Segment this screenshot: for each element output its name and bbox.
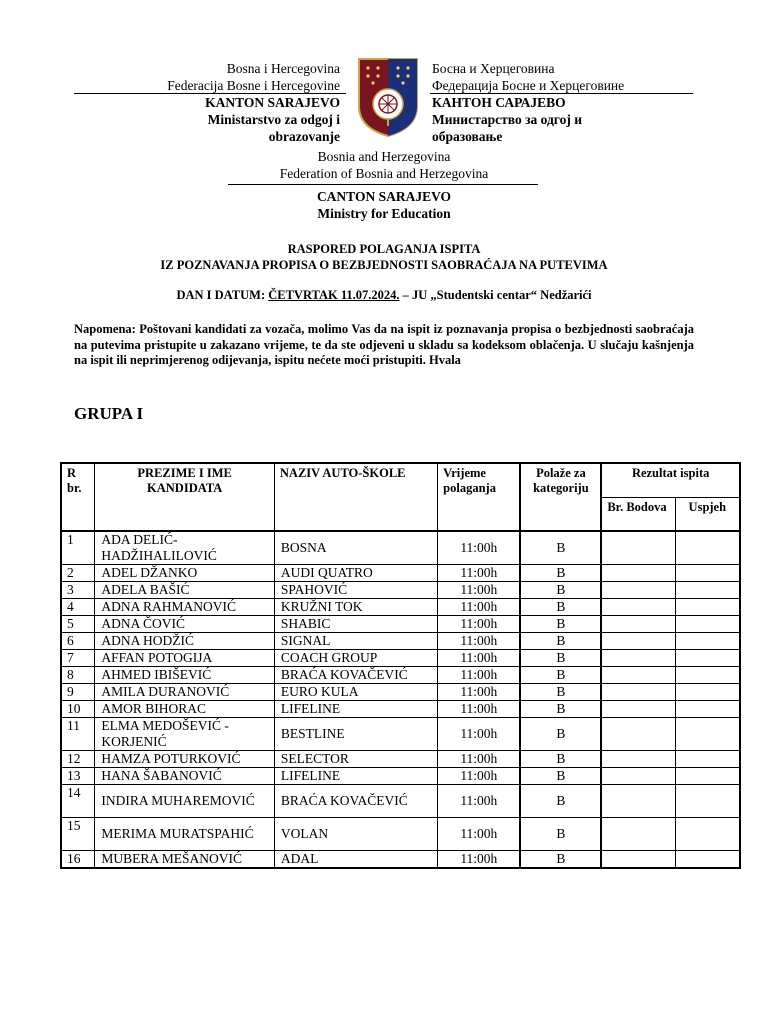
row-number: 11 — [61, 718, 95, 751]
exam-category: B — [520, 684, 601, 701]
table-row — [61, 565, 740, 582]
date-suffix: – JU „Studentski centar“ Nedžarići — [399, 288, 592, 302]
result-points — [601, 684, 675, 701]
row-number: 1 — [61, 531, 95, 565]
candidate-name: ADA DELIĆ-HADŽIHALILOVIĆ — [95, 531, 274, 565]
header-right-bold: Министарство за одгој и — [432, 112, 583, 127]
result-passed — [675, 768, 740, 785]
candidate-name: ADEL DŽANKO — [95, 565, 274, 582]
exam-category: B — [520, 667, 601, 684]
exam-category: B — [520, 851, 601, 869]
exam-category: B — [520, 718, 601, 751]
result-passed — [675, 785, 740, 818]
result-points — [601, 565, 675, 582]
header-left-line: Bosna i Hercegovina — [226, 61, 340, 76]
row-number: 10 — [61, 701, 95, 718]
row-number: 12 — [61, 751, 95, 768]
group-title: GRUPA I — [74, 404, 144, 423]
result-points — [601, 599, 675, 616]
result-passed — [675, 818, 740, 851]
table-row — [61, 599, 740, 616]
col-header-time: Vrijeme polaganja — [438, 463, 521, 531]
col-header-category: Polaže za kategoriju — [520, 463, 601, 531]
candidate-name: HAMZA POTURKOVIĆ — [95, 751, 274, 768]
exam-category: B — [520, 599, 601, 616]
driving-school: SHABIC — [274, 616, 437, 633]
header-center-bold-line: CANTON SARAJEVO — [316, 189, 452, 204]
header-right-line: Федерација Босне и Херцеговине — [432, 78, 625, 93]
table-row — [61, 751, 740, 768]
candidate-name: AMILA DURANOVIĆ — [95, 684, 274, 701]
candidate-name: ADNA HODŽIĆ — [95, 633, 274, 650]
table-row — [61, 616, 740, 633]
driving-school: BOSNA — [274, 531, 437, 565]
table-row — [61, 633, 740, 650]
header-center-line: Bosnia and Herzegovina — [317, 149, 451, 164]
col-header-school: NAZIV AUTO-ŠKOLE — [274, 463, 437, 531]
driving-school: EURO KULA — [274, 684, 437, 701]
schedule-table — [60, 462, 741, 869]
row-number: 14 — [61, 785, 95, 818]
exam-category: B — [520, 633, 601, 650]
exam-time: 11:00h — [438, 599, 521, 616]
exam-time: 11:00h — [438, 633, 521, 650]
candidate-name: ADELA BAŠIĆ — [95, 582, 274, 599]
driving-school: LIFELINE — [274, 701, 437, 718]
date-value: ČETVRTAK 11.07.2024. — [268, 288, 400, 302]
header-right-line: Босна и Херцеговина — [432, 61, 555, 76]
result-points — [601, 751, 675, 768]
table-row — [61, 718, 740, 751]
candidate-name: ADNA ČOVIĆ — [95, 616, 274, 633]
notice-paragraph: Napomena: Poštovani kandidati za vozača, molimo Vas da na ispit iz poznavanja propisa o bezbjednosti saobraćaja na putevima pristupite u zakazano vrijeme, te da ste odjeveni u skladu sa kodeksom oblačenja. U slučaju kašnjenja na ispit ili neprimjerenog odijevanja, ispitu nećete moći pristupiti. Hvala — [74, 322, 694, 367]
row-number: 3 — [61, 582, 95, 599]
driving-school: AUDI QUATRO — [274, 565, 437, 582]
exam-time: 11:00h — [438, 616, 521, 633]
table-row — [61, 785, 740, 818]
header-left-bold: Ministarstvo za odgoj i — [207, 112, 340, 127]
page-title — [0, 241, 768, 273]
candidate-name: ADNA RAHMANOVIĆ — [95, 599, 274, 616]
col-header-passed: Uspjeh — [675, 497, 740, 531]
col-header-result: Rezultat ispita — [601, 463, 740, 497]
row-number: 5 — [61, 616, 95, 633]
exam-category: B — [520, 751, 601, 768]
header-center-bold — [0, 188, 768, 222]
exam-time: 11:00h — [438, 701, 521, 718]
exam-time: 11:00h — [438, 582, 521, 599]
driving-school: LIFELINE — [274, 768, 437, 785]
result-passed — [675, 531, 740, 565]
row-number: 7 — [61, 650, 95, 667]
driving-school: SELECTOR — [274, 751, 437, 768]
result-passed — [675, 650, 740, 667]
header-right — [432, 60, 694, 145]
result-passed — [675, 751, 740, 768]
result-points — [601, 851, 675, 869]
candidate-name: INDIRA MUHAREMOVIĆ — [95, 785, 274, 818]
exam-category: B — [520, 818, 601, 851]
table-row — [61, 701, 740, 718]
title-line-2: IZ POZNAVANJA PROPISA O BEZBJEDNOSTI SAOBRAĆAJA NA PUTEVIMA — [160, 258, 608, 272]
result-points — [601, 785, 675, 818]
row-number: 8 — [61, 667, 95, 684]
result-passed — [675, 565, 740, 582]
exam-category: B — [520, 768, 601, 785]
candidate-name: AFFAN POTOGIJA — [95, 650, 274, 667]
title-line-1: RASPORED POLAGANJA ISPITA — [287, 242, 481, 256]
result-passed — [675, 718, 740, 751]
header-left-line: Federacija Bosne i Hercegovine — [167, 78, 340, 93]
header-center — [0, 148, 768, 182]
result-points — [601, 616, 675, 633]
header-right-divider — [430, 93, 693, 94]
result-points — [601, 531, 675, 565]
exam-time: 11:00h — [438, 768, 521, 785]
row-number: 13 — [61, 768, 95, 785]
result-points — [601, 701, 675, 718]
driving-school: BESTLINE — [274, 718, 437, 751]
candidate-name: AMOR BIHORAC — [95, 701, 274, 718]
result-passed — [675, 599, 740, 616]
exam-category: B — [520, 650, 601, 667]
driving-school: COACH GROUP — [274, 650, 437, 667]
candidate-name: ELMA MEDOŠEVIĆ - KORJENIĆ — [95, 718, 274, 751]
table-row — [61, 667, 740, 684]
result-points — [601, 633, 675, 650]
exam-time: 11:00h — [438, 650, 521, 667]
exam-time: 11:00h — [438, 851, 521, 869]
exam-category: B — [520, 531, 601, 565]
exam-time: 11:00h — [438, 531, 521, 565]
result-points — [601, 718, 675, 751]
table-row — [61, 851, 740, 869]
exam-date-line — [0, 287, 768, 303]
exam-category: B — [520, 582, 601, 599]
exam-time: 11:00h — [438, 667, 521, 684]
result-passed — [675, 684, 740, 701]
table-row — [61, 768, 740, 785]
result-passed — [675, 633, 740, 650]
result-passed — [675, 851, 740, 869]
driving-school: BRAĆA KOVAČEVIĆ — [274, 785, 437, 818]
col-header-points: Br. Bodova — [601, 497, 675, 531]
header-left-divider — [74, 93, 346, 94]
table-row — [61, 650, 740, 667]
driving-school: SPAHOVIĆ — [274, 582, 437, 599]
exam-time: 11:00h — [438, 785, 521, 818]
driving-school: BRAĆA KOVAČEVIĆ — [274, 667, 437, 684]
candidate-name: HANA ŠABANOVIĆ — [95, 768, 274, 785]
date-prefix: DAN I DATUM: — [176, 288, 269, 302]
table-row — [61, 684, 740, 701]
exam-time: 11:00h — [438, 565, 521, 582]
candidate-name: MUBERA MEŠANOVIĆ — [95, 851, 274, 869]
table-row — [61, 582, 740, 599]
exam-category: B — [520, 785, 601, 818]
result-points — [601, 818, 675, 851]
header-left — [74, 60, 340, 145]
col-header-name: PREZIME I IME KANDIDATA — [95, 463, 274, 531]
header-center-bold-line: Ministry for Education — [317, 206, 451, 221]
table-header-row — [61, 463, 740, 497]
result-points — [601, 582, 675, 599]
header-center-divider — [228, 184, 538, 185]
row-number: 6 — [61, 633, 95, 650]
result-passed — [675, 701, 740, 718]
driving-school: KRUŽNI TOK — [274, 599, 437, 616]
row-number: 2 — [61, 565, 95, 582]
driving-school: ADAL — [274, 851, 437, 869]
result-passed — [675, 616, 740, 633]
result-passed — [675, 582, 740, 599]
table-row — [61, 818, 740, 851]
driving-school: VOLAN — [274, 818, 437, 851]
coat-of-arms-crest-icon — [356, 56, 420, 138]
exam-category: B — [520, 701, 601, 718]
row-number: 16 — [61, 851, 95, 869]
exam-time: 11:00h — [438, 718, 521, 751]
header-left-bold: obrazovanje — [268, 129, 340, 144]
row-number: 9 — [61, 684, 95, 701]
driving-school: SIGNAL — [274, 633, 437, 650]
header-right-bold: КАНТОН САРАЈЕВО — [432, 95, 566, 110]
result-points — [601, 667, 675, 684]
exam-category: B — [520, 616, 601, 633]
exam-time: 11:00h — [438, 751, 521, 768]
header-left-bold: KANTON SARAJEVO — [205, 95, 340, 110]
candidate-name: MERIMA MURATSPAHIĆ — [95, 818, 274, 851]
exam-time: 11:00h — [438, 684, 521, 701]
result-points — [601, 768, 675, 785]
row-number: 15 — [61, 818, 95, 851]
header-center-line: Federation of Bosnia and Herzegovina — [279, 166, 489, 181]
result-points — [601, 650, 675, 667]
result-passed — [675, 667, 740, 684]
exam-time: 11:00h — [438, 818, 521, 851]
header-right-bold: образовање — [432, 129, 503, 144]
exam-category: B — [520, 565, 601, 582]
col-header-rbr: R br. — [61, 463, 95, 531]
table-row — [61, 531, 740, 565]
candidate-name: AHMED IBIŠEVIĆ — [95, 667, 274, 684]
row-number: 4 — [61, 599, 95, 616]
